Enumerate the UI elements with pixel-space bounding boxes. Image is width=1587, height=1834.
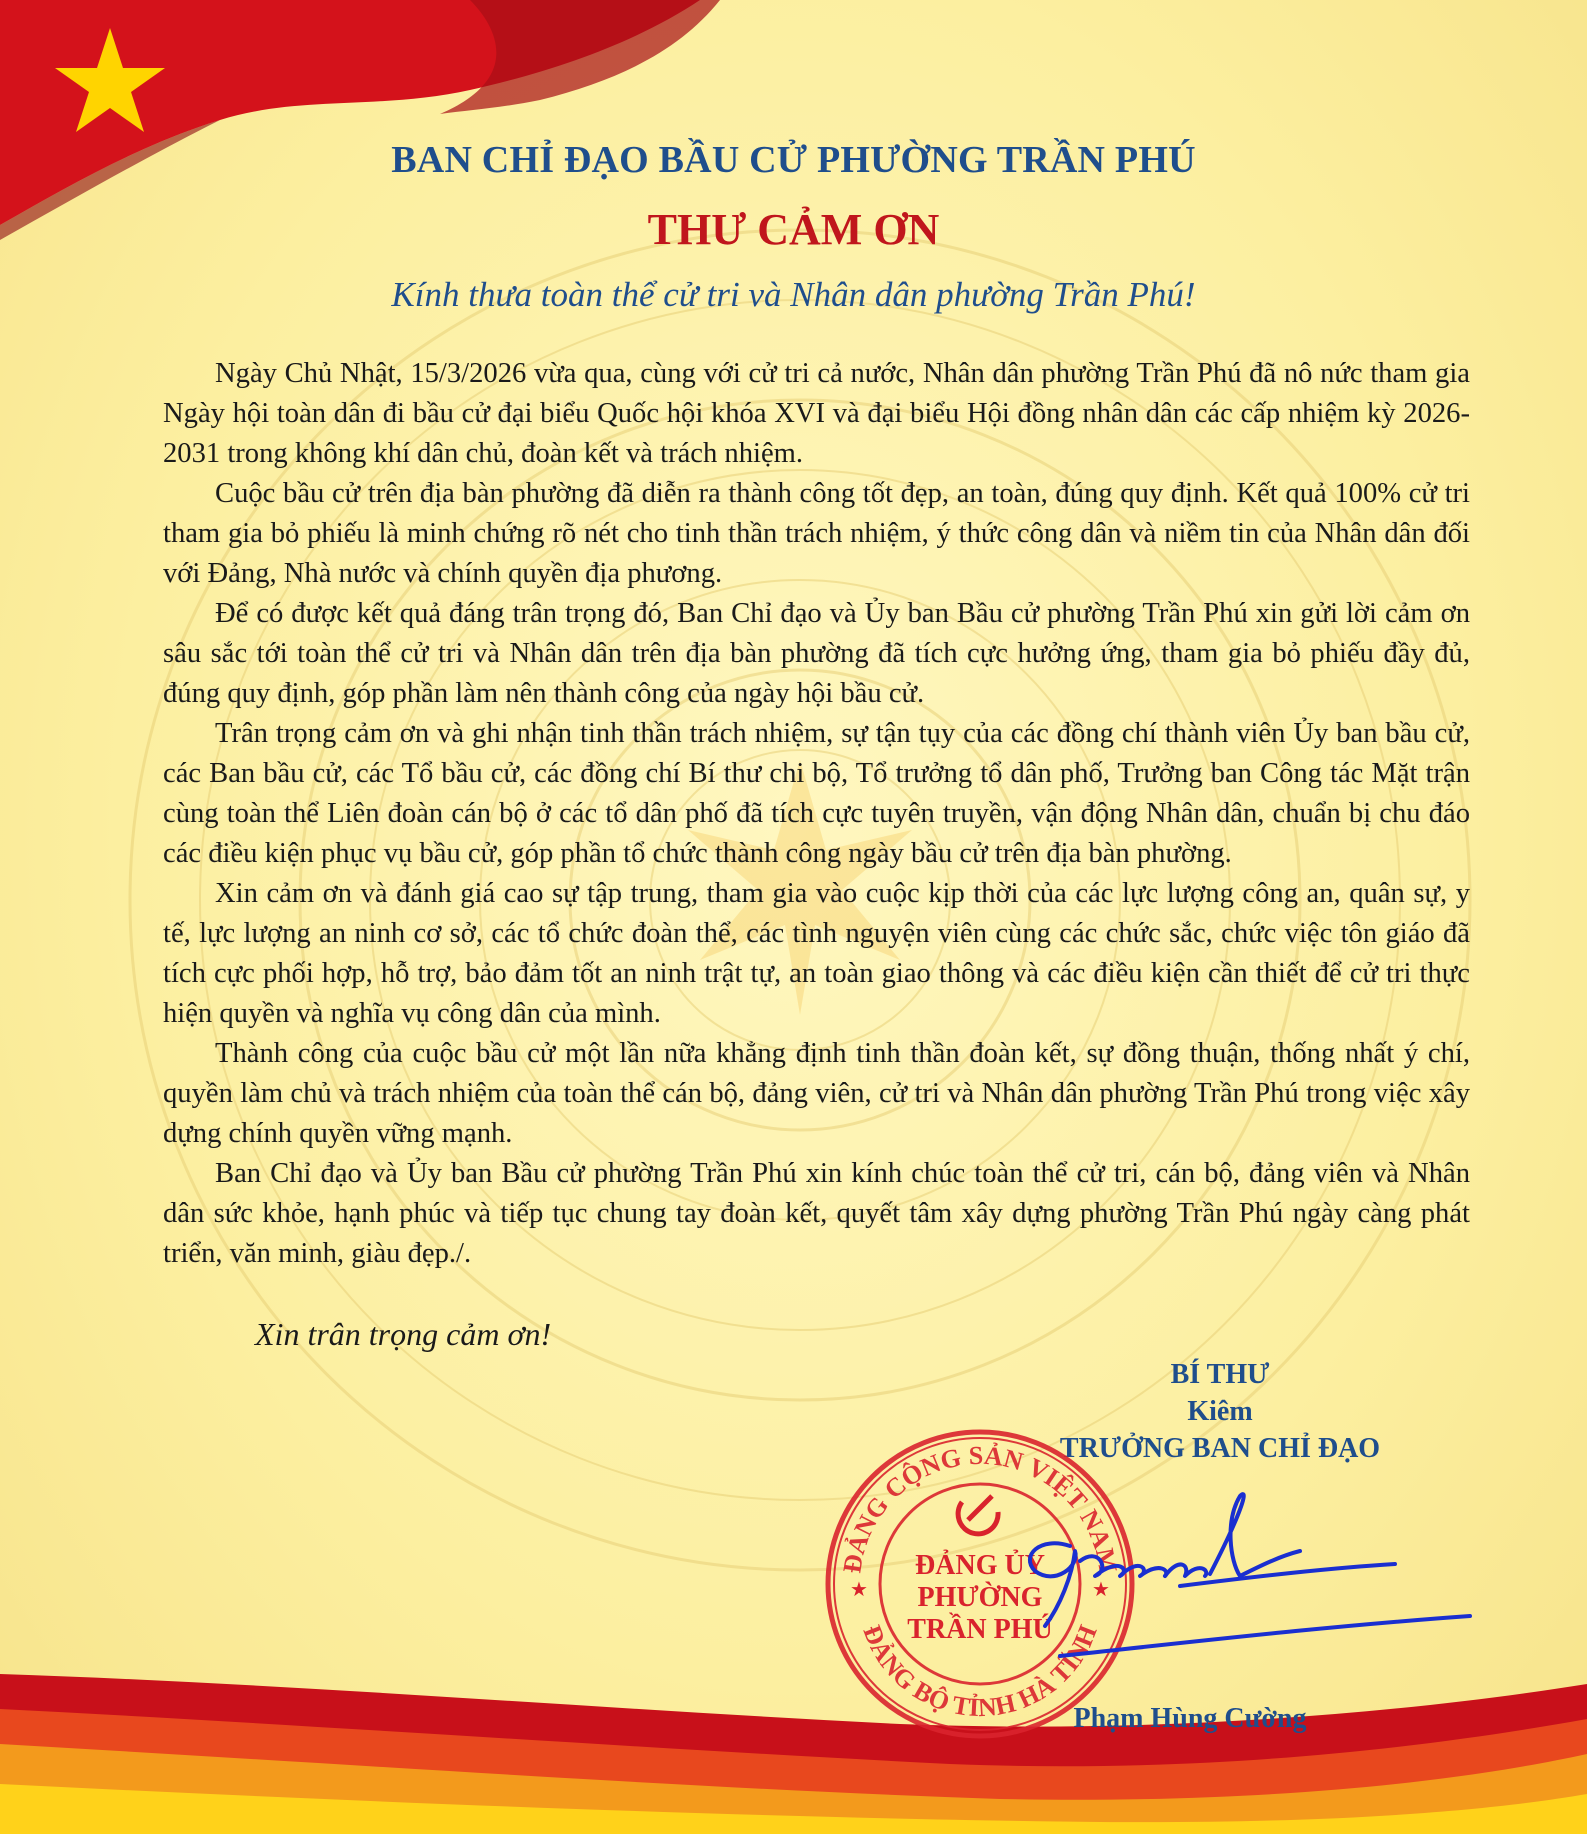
signer-title-line2: Kiêm bbox=[1187, 1396, 1253, 1427]
signer-name: Phạm Hùng Cường bbox=[1073, 1703, 1307, 1734]
paragraph: Xin cảm ơn và đánh giá cao sự tập trung, tham gia vào cuộc kịp thời của các lực lượng công an, quân sự, y tế, lực lượng an ninh cơ sở, các tổ chức đoàn thể, các tình nguyện viên cùng các chức sắc, chức việc tôn giáo đã tích cực phối hợp, hỗ trợ, bảo đảm tốt an ninh trật tự, an toàn giao thông và các điều kiện cần thiết để cử tri thực hiện quyền và nghĩa vụ công dân của mình. bbox=[163, 878, 1470, 1029]
signer-title-line3: TRƯỞNG BAN CHỈ ĐẠO bbox=[1059, 1433, 1381, 1464]
paragraph: Thành công của cuộc bầu cử một lần nữa khẳng định tinh thần đoàn kết, sự đồng thuận, thống nhất ý chí, quyền làm chủ và trách nhiệm của toàn thể cán bộ, đảng viên, cử tri và Nhân dân phường Trần Phú trong việc xây dựng chính quyền vững mạnh. bbox=[163, 1038, 1470, 1149]
closing-line: Xin trân trọng cảm ơn! bbox=[255, 1316, 552, 1352]
paragraph: Ngày Chủ Nhật, 15/3/2026 vừa qua, cùng với cử tri cả nước, Nhân dân phường Trần Phú đã nô nức tham gia Ngày hội toàn dân đi bầu cử đại biểu Quốc hội khóa XVI và đại biểu Hội đồng nhân dân các cấp nhiệm kỳ 2026-2031 trong không khí dân chủ, đoàn kết và trách nhiệm. bbox=[163, 358, 1470, 469]
salutation: Kính thưa toàn thể cử tri và Nhân dân phường Trần Phú! bbox=[391, 275, 1196, 314]
paragraph: Cuộc bầu cử trên địa bàn phường đã diễn ra thành công tốt đẹp, an toàn, đúng quy định. Kết quả 100% cử tri tham gia bỏ phiếu là minh chứng rõ nét cho tinh thần trách nhiệm, ý thức công dân và niềm tin của Nhân dân đối với Đảng, Nhà nước và chính quyền địa phương. bbox=[163, 478, 1470, 589]
seal-star-right-icon: ★ bbox=[1092, 1577, 1110, 1601]
organization-heading: BAN CHỈ ĐẠO BẦU CỬ PHƯỜNG TRẦN PHÚ bbox=[391, 139, 1196, 181]
seal-ring-bottom-text: ĐẢNG BỘ TỈNH HÀ TĨNH bbox=[857, 1621, 1103, 1723]
letter-title: THƯ CẢM ƠN bbox=[647, 205, 940, 254]
seal-star-left-icon: ★ bbox=[850, 1577, 868, 1601]
signer-title-line1: BÍ THƯ bbox=[1170, 1359, 1270, 1390]
seal-center-line3: TRẦN PHÚ bbox=[907, 1614, 1053, 1645]
hammer-sickle-icon bbox=[958, 1496, 998, 1534]
seal-center-line1: ĐẢNG ỦY bbox=[915, 1550, 1045, 1581]
seal-center-line2: PHƯỜNG bbox=[917, 1582, 1043, 1613]
paragraph: Ban Chỉ đạo và Ủy ban Bầu cử phường Trần Phú xin kính chúc toàn thể cử tri, cán bộ, đảng viên và Nhân dân sức khỏe, hạnh phúc và tiếp tục chung tay đoàn kết, quyết tâm xây dựng phường Trần Phú ngày càng phát triển, văn minh, giàu đẹp./. bbox=[163, 1158, 1470, 1269]
seal-ring-top-text: ĐẢNG CỘNG SẢN VIỆT NAM bbox=[837, 1440, 1123, 1576]
paragraph: Trân trọng cảm ơn và ghi nhận tinh thần trách nhiệm, sự tận tụy của các đồng chí thành viên Ủy ban bầu cử, các Ban bầu cử, các Tổ bầu cử, các đồng chí Bí thư chi bộ, Tổ trưởng tổ dân phố, Trưởng ban Công tác Mặt trận cùng toàn thể Liên đoàn cán bộ ở các tổ dân phố đã tích cực tuyên truyền, vận động Nhân dân, chuẩn bị chu đáo các điều kiện phục vụ bầu cử, góp phần tổ chức thành công ngày bầu cử trên địa bàn phường. bbox=[163, 718, 1470, 869]
letter-body bbox=[163, 354, 1470, 1274]
paragraph: Để có được kết quả đáng trân trọng đó, Ban Chỉ đạo và Ủy ban Bầu cử phường Trần Phú xin gửi lời cảm ơn sâu sắc tới toàn thể cử tri và Nhân dân trên địa bàn phường đã tích cực hưởng ứng, tham gia bỏ phiếu đầy đủ, đúng quy định, góp phần làm nên thành công của ngày hội bầu cử. bbox=[163, 598, 1470, 709]
handwritten-signature bbox=[1000, 1476, 1480, 1676]
